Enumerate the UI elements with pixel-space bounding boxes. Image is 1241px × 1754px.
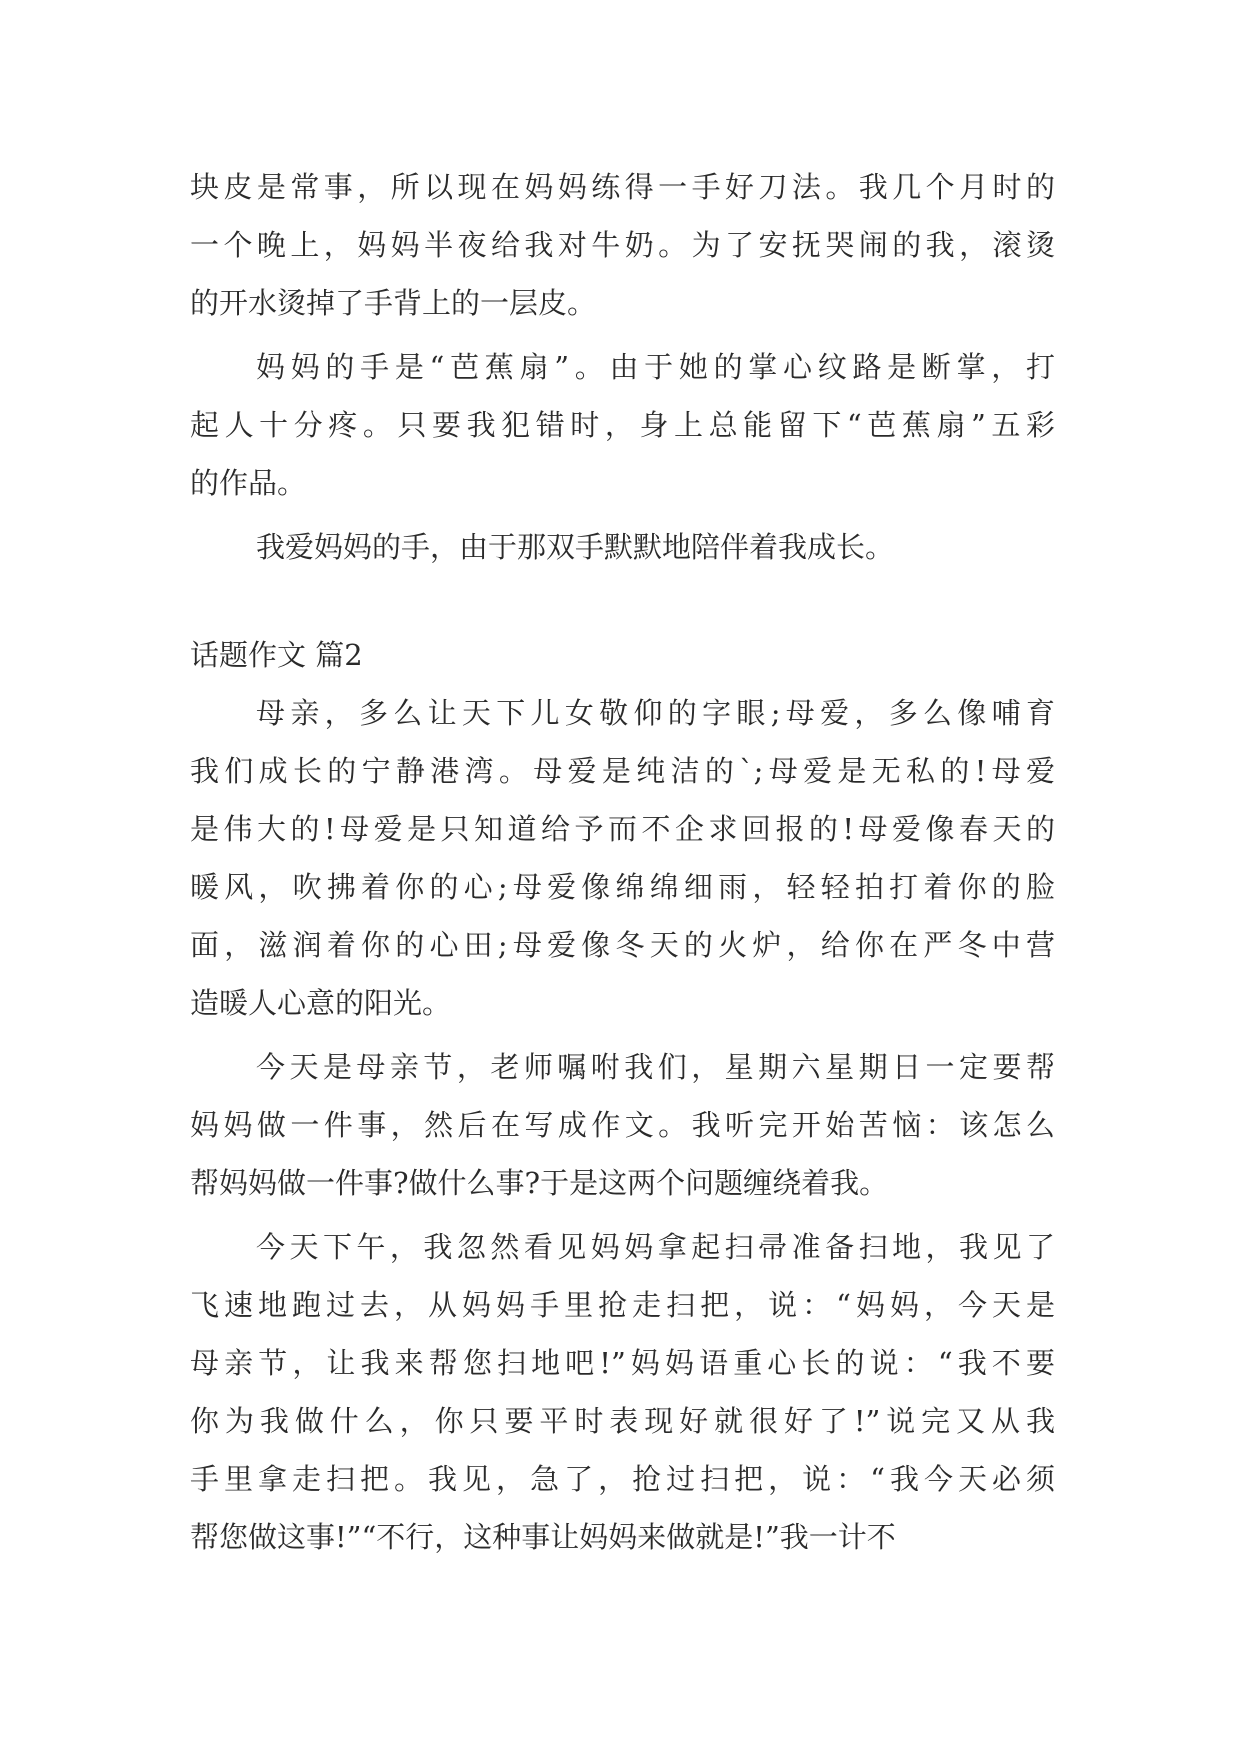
paragraph: [190, 1218, 1055, 1566]
text-line: 母亲节，让我来帮您扫地吧!”妈妈语重心长的说：“我不要: [190, 1346, 1055, 1380]
text-line: 是伟大的!母爱是只知道给予而不企求回报的!母爱像春天的: [190, 812, 1055, 846]
text-line: 一个晚上，妈妈半夜给我对牛奶。为了安抚哭闹的我，滚烫: [190, 228, 1055, 262]
text-line: 手里拿走扫把。我见，急了，抢过扫把，说：“我今天必须: [190, 1462, 1055, 1496]
essay-section-2: [190, 684, 1055, 1566]
text-line: 飞速地跑过去，从妈妈手里抢走扫把，说：“妈妈，今天是: [190, 1288, 1055, 1322]
text-line: 妈妈做一件事，然后在写成作文。我听完开始苦恼：该怎么: [190, 1108, 1055, 1142]
text-line: 块皮是常事，所以现在妈妈练得一手好刀法。我几个月时的: [190, 170, 1055, 204]
text-line: 起人十分疼。只要我犯错时，身上总能留下“芭蕉扇”五彩: [190, 408, 1055, 442]
document-page: [190, 158, 1055, 1566]
text-line: 的开水烫掉了手背上的一层皮。: [190, 286, 597, 320]
text-line: 造暖人心意的阳光。: [190, 986, 452, 1020]
text-line: 你为我做什么，你只要平时表现好就很好了!”说完又从我: [190, 1404, 1055, 1438]
text-line: 今天下午，我忽然看见妈妈拿起扫帚准备扫地，我见了: [256, 1230, 1055, 1264]
text-line: 今天是母亲节，老师嘱咐我们，星期六星期日一定要帮: [256, 1050, 1055, 1084]
paragraph: [190, 518, 1055, 576]
text-line: 帮您做这事!”“不行，这种事让妈妈来做就是!”我一计不: [190, 1520, 896, 1554]
text-line: 面，滋润着你的心田;母爱像冬天的火炉，给你在严冬中营: [190, 928, 1055, 962]
text-line: 母亲，多么让天下儿女敬仰的字眼;母爱，多么像哺育: [256, 696, 1055, 730]
text-line: 我爱妈妈的手，由于那双手默默地陪伴着我成长。: [256, 530, 895, 564]
paragraph: [190, 338, 1055, 512]
text-line: 帮妈妈做一件事?做什么事?于是这两个问题缠绕着我。: [190, 1166, 889, 1200]
text-line: 我们成长的宁静港湾。母爱是纯洁的`;母爱是无私的!母爱: [190, 754, 1055, 788]
paragraph: [190, 1038, 1055, 1212]
paragraph: [190, 684, 1055, 1032]
text-line: 妈妈的手是“芭蕉扇”。由于她的掌心纹路是断掌，打: [256, 350, 1055, 384]
section-heading: 话题作文 篇2: [190, 638, 363, 672]
paragraph: [190, 158, 1055, 332]
text-line: 的作品。: [190, 466, 307, 500]
essay-continued-section: [190, 158, 1055, 576]
text-line: 暖风，吹拂着你的心;母爱像绵绵细雨，轻轻拍打着你的脸: [190, 870, 1055, 904]
section-gap: [190, 576, 1055, 626]
